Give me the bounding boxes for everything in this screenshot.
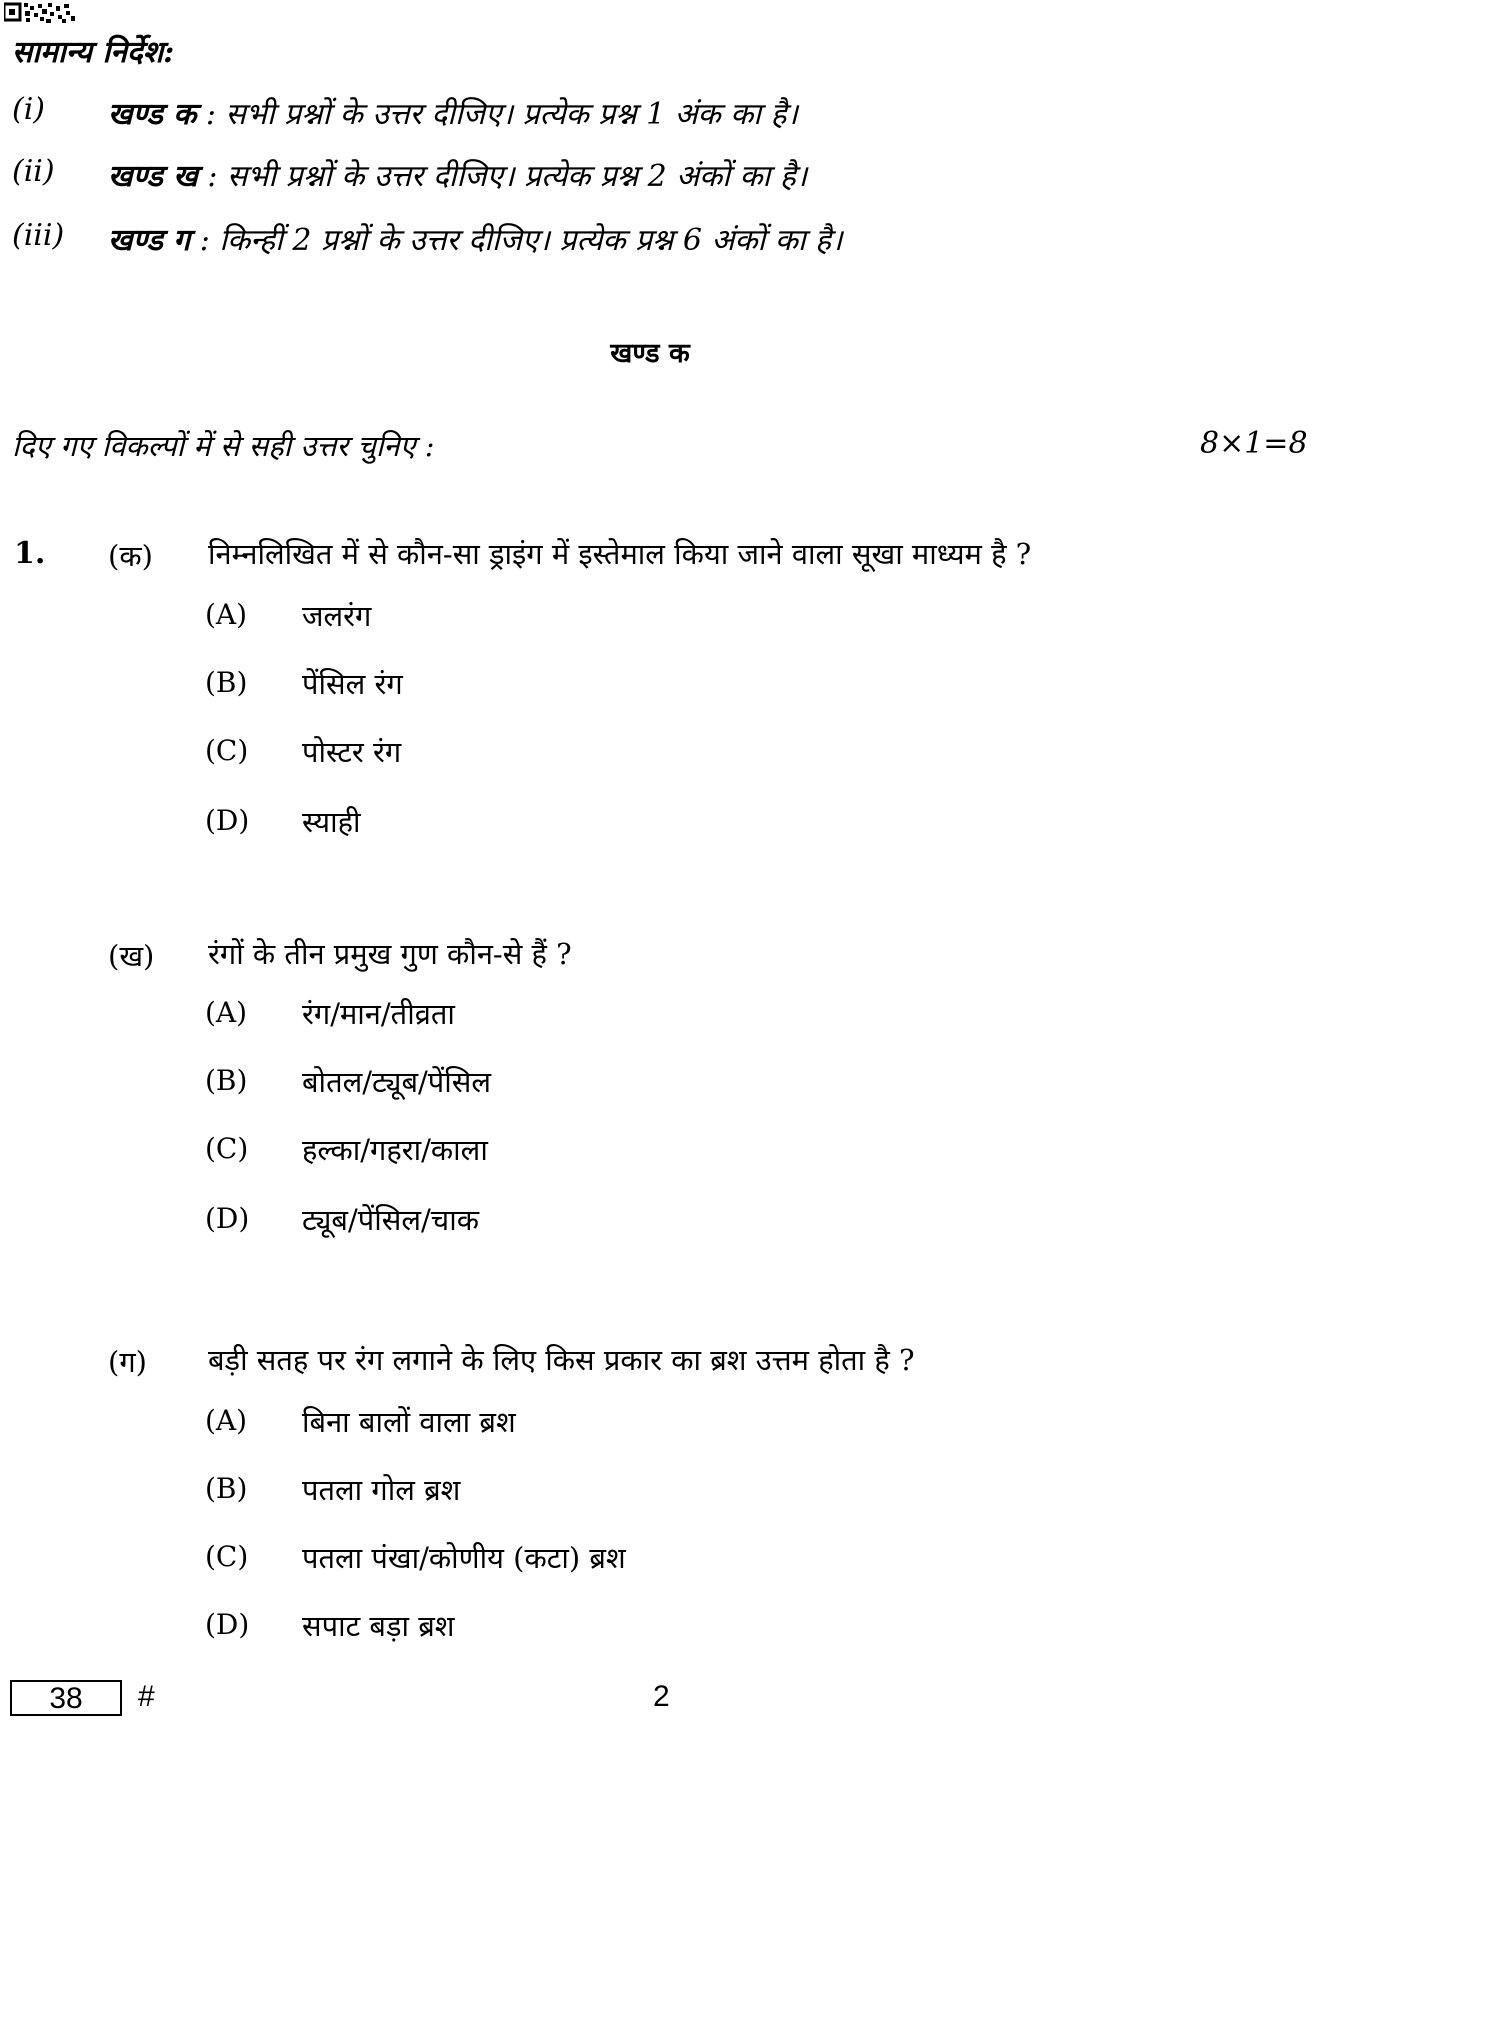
option-text: ट्यूब/पेंसिल/चाक (302, 1203, 479, 1237)
option-label: (A) (205, 598, 248, 631)
option-label: (A) (205, 1404, 248, 1437)
option-text: बिना बालों वाला ब्रश (302, 1405, 516, 1439)
question-part-text: बड़ी सतह पर रंग लगाने के लिए किस प्रकार का ब्रश उत्तम होता है ? (208, 1343, 915, 1377)
option-label: (C) (205, 1132, 249, 1165)
instruction-number: (ii) (12, 154, 55, 189)
option-text: रंग/मान/तीव्रता (302, 997, 455, 1031)
option-label: (C) (205, 1540, 249, 1573)
option-label: (B) (205, 1472, 248, 1505)
section-heading: खण्ड क (610, 338, 690, 369)
option-label: (D) (205, 1202, 250, 1235)
question-part-text: निम्नलिखित में से कौन-सा ड्राइंग में इस्तेमाल किया जाने वाला सूखा माध्यम है ? (208, 537, 1032, 571)
page-number: 2 (653, 1680, 670, 1713)
option-label: (D) (205, 804, 250, 837)
instruction-text: : किन्हीं 2 प्रश्नों के उत्तर दीजिए। प्रत्येक प्रश्न 6 अंकों का है। (190, 223, 843, 258)
instruction-item (108, 218, 842, 259)
option-label: (B) (205, 666, 248, 699)
question-part-label: (ग) (108, 1345, 147, 1379)
instruction-section: खण्ड ख (108, 159, 198, 194)
instruction-item (108, 92, 798, 133)
option-label: (A) (205, 996, 248, 1029)
section-marks: 8×1=8 (1200, 426, 1308, 461)
option-text: पतला पंखा/कोणीय (कटा) ब्रश (302, 1541, 626, 1575)
qr-code-icon (4, 2, 76, 24)
option-text: बोतल/ट्यूब/पेंसिल (302, 1065, 492, 1099)
instruction-number: (iii) (12, 218, 65, 253)
instruction-number: (i) (12, 92, 46, 127)
general-instructions-heading: सामान्य निर्देश: (12, 35, 175, 70)
section-directive: दिए गए विकल्पों में से सही उत्तर चुनिए : (12, 429, 435, 463)
option-text: पेंसिल रंग (302, 667, 403, 701)
footer-hash: # (138, 1680, 155, 1713)
instruction-item (108, 154, 807, 195)
option-text: पोस्टर रंग (302, 735, 402, 769)
option-label: (C) (205, 734, 249, 767)
question-number: 1. (14, 536, 46, 571)
option-text: जलरंग (302, 599, 372, 633)
question-part-label: (ख) (108, 939, 155, 973)
question-part-label: (क) (108, 539, 153, 573)
instruction-section: खण्ड ग (108, 223, 191, 258)
option-text: स्याही (302, 805, 361, 839)
option-text: सपाट बड़ा ब्रश (302, 1609, 455, 1643)
instruction-text: : सभी प्रश्नों के उत्तर दीजिए। प्रत्येक प्रश्न 2 अंकों का है। (197, 159, 808, 194)
option-text: पतला गोल ब्रश (302, 1473, 461, 1507)
option-label: (D) (205, 1608, 250, 1641)
option-text: हल्का/गहरा/काला (302, 1133, 488, 1167)
paper-code-box: 38 (10, 1680, 122, 1716)
question-part-text: रंगों के तीन प्रमुख गुण कौन-से हैं ? (208, 937, 572, 971)
instruction-section: खण्ड क (108, 97, 197, 132)
option-label: (B) (205, 1064, 248, 1097)
instruction-text: : सभी प्रश्नों के उत्तर दीजिए। प्रत्येक प्रश्न 1 अंक का है। (196, 97, 798, 132)
